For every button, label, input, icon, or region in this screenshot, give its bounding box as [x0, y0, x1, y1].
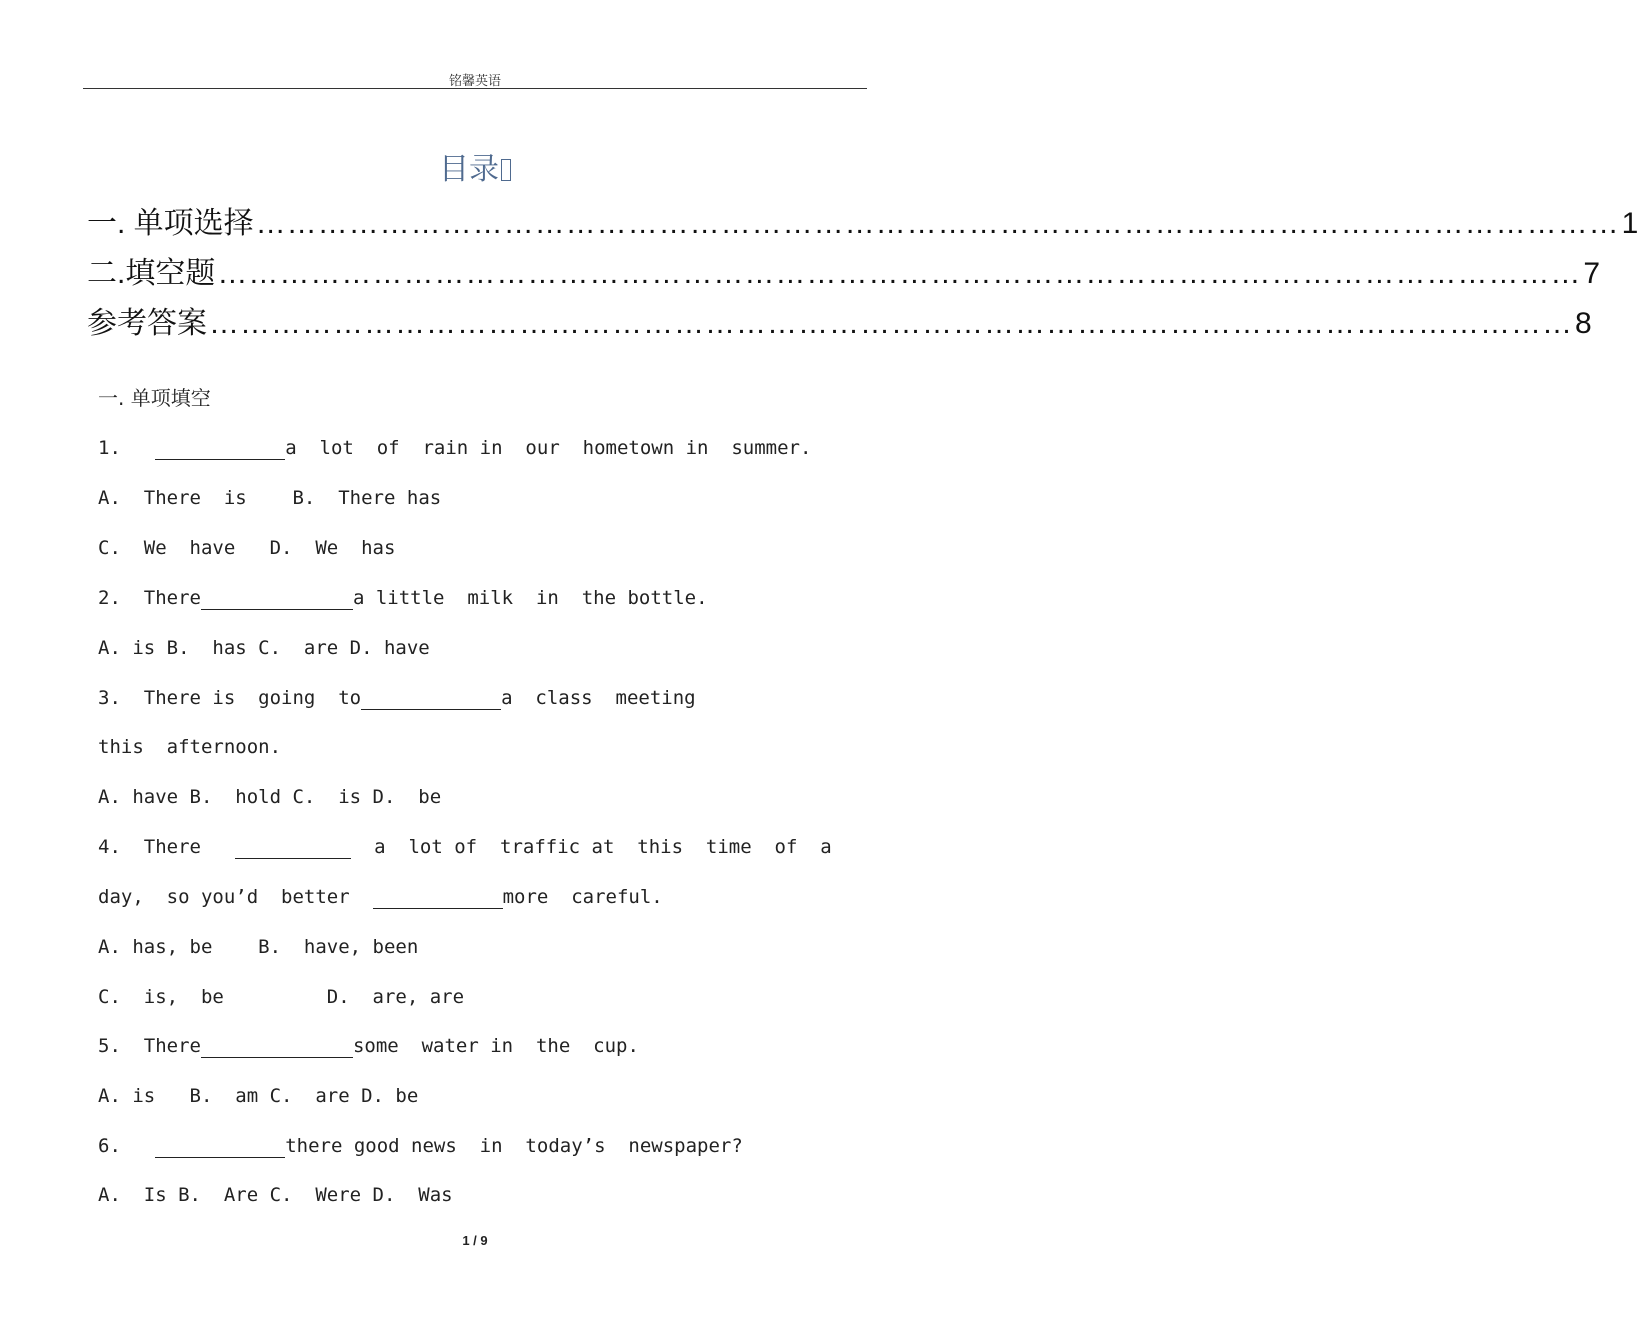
- option-b: B. There has: [292, 487, 442, 509]
- page-number: 1 / 9: [462, 1233, 488, 1248]
- toc-entry-page: 8: [1575, 307, 1592, 340]
- toc-title: [0, 144, 950, 188]
- running-header: 铭馨英语: [448, 74, 501, 89]
- question-6-options: A. Is B. Are C. Were D. Was: [98, 1184, 453, 1206]
- header-rule: [83, 88, 867, 89]
- question-text: 5. There: [98, 1035, 201, 1057]
- question-1-options-2: [98, 536, 395, 560]
- question-3-options: A. have B. hold C. is D. be: [98, 786, 442, 808]
- option-d: D. are, are: [326, 986, 465, 1008]
- toc-entry-label: 二.填空题: [87, 257, 216, 290]
- question-4-options: [98, 935, 418, 959]
- question-text: a lot of traffic at this time of a: [374, 836, 832, 858]
- question-text: a class meeting: [501, 687, 696, 709]
- section-title: 一. 单项填空: [98, 386, 211, 410]
- option-a: A. has, be: [98, 936, 213, 958]
- option-c: C. We have: [98, 537, 236, 559]
- toc-entry-3[interactable]: [87, 298, 1592, 342]
- question-3-continued: this afternoon.: [98, 736, 282, 758]
- answer-blank[interactable]: [201, 590, 353, 610]
- toc-leader-dots: ……………………………………………………………………………………………………………………: [217, 257, 1582, 290]
- toc-entry-label: 一. 单项选择: [87, 207, 254, 240]
- question-6: [98, 1134, 743, 1158]
- option-a: A. There is: [98, 487, 247, 509]
- question-4-options-2: [98, 985, 464, 1009]
- option-d: D. We has: [269, 537, 396, 559]
- answer-blank[interactable]: [155, 440, 285, 460]
- question-text: a little milk in the bottle.: [352, 587, 708, 609]
- toc-title-text: 目录: [439, 152, 499, 187]
- question-1-options: [98, 486, 441, 510]
- question-text: day, so you’d better: [98, 886, 350, 908]
- question-2: [98, 586, 708, 610]
- question-text: 2. There: [98, 587, 201, 609]
- question-4-continued: [98, 885, 663, 909]
- question-1: [98, 436, 811, 460]
- question-text: 4. There: [98, 836, 201, 858]
- question-3: [98, 686, 696, 710]
- toc-entry-page: 7: [1583, 257, 1601, 290]
- question-text: some water in the cup.: [352, 1035, 639, 1057]
- answer-blank[interactable]: [155, 1138, 285, 1158]
- question-4: [98, 835, 832, 859]
- question-number: 6.: [98, 1135, 121, 1157]
- question-2-options: A. is B. has C. are D. have: [98, 637, 430, 659]
- toc-entry-1[interactable]: [87, 198, 1638, 242]
- question-5: [98, 1034, 639, 1058]
- toc-leader-dots: ……………………………………………………………………………………………………………………: [255, 207, 1620, 240]
- question-text: 3. There is going to: [98, 687, 362, 709]
- toc-leader-dots: ……………………………………………………………………………………………………………………: [209, 307, 1573, 340]
- question-text: there good news in today’s newspaper?: [285, 1135, 743, 1157]
- option-b: B. have, been: [258, 936, 419, 958]
- answer-blank[interactable]: [235, 839, 351, 859]
- missing-glyph-icon: [501, 159, 511, 181]
- answer-blank[interactable]: [361, 690, 501, 710]
- toc-entry-label: 参考答案: [87, 307, 207, 340]
- question-5-options: A. is B. am C. are D. be: [98, 1085, 419, 1107]
- question-text: a lot of rain in our hometown in summer.: [285, 437, 812, 459]
- toc-entry-page: 1: [1621, 207, 1638, 240]
- question-number: 1.: [98, 437, 121, 459]
- toc-entry-2[interactable]: [87, 248, 1601, 292]
- answer-blank[interactable]: [373, 889, 503, 909]
- question-text: more careful.: [502, 886, 663, 908]
- option-c: C. is, be: [98, 986, 224, 1008]
- answer-blank[interactable]: [201, 1038, 353, 1058]
